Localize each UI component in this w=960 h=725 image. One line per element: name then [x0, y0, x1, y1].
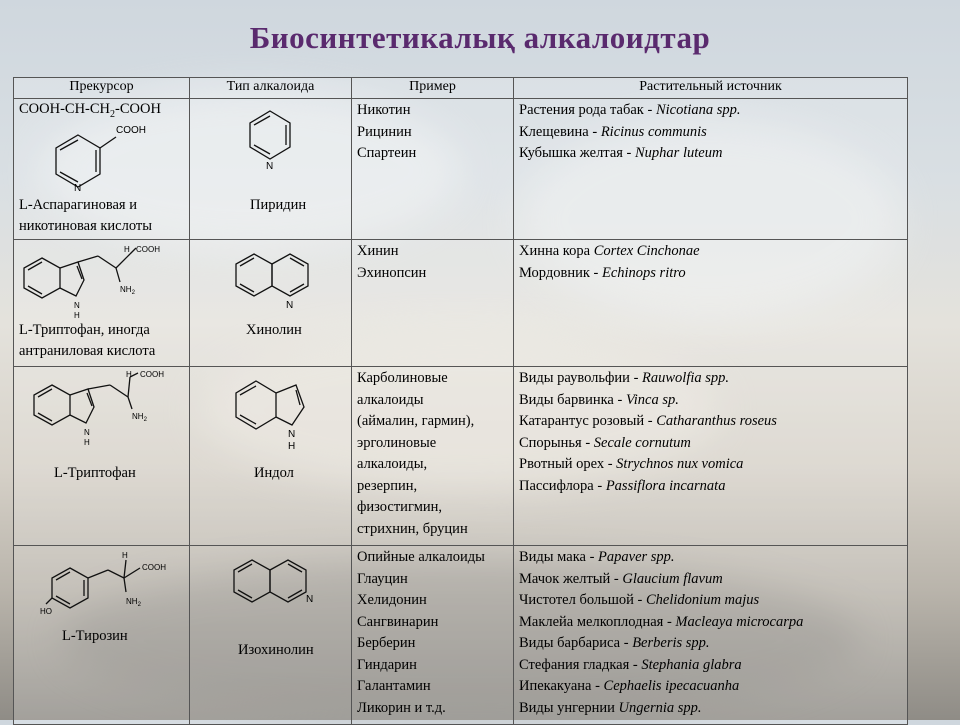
alkaloid-type-name: Изохинолин — [238, 642, 314, 658]
svg-text:HO: HO — [40, 607, 52, 616]
svg-text:NH2: $NH_2$ — [126, 597, 141, 608]
svg-text:H: H — [74, 311, 80, 320]
indole-structure — [232, 375, 322, 461]
nicotinic-acid-structure — [50, 121, 170, 193]
tyrosine-structure — [40, 550, 186, 624]
table-row — [14, 546, 908, 725]
svg-text:NH2: $NH_2$ — [132, 412, 147, 423]
tryptophan-structure — [20, 242, 180, 320]
table-row — [14, 240, 908, 367]
isoquinoline-structure — [230, 554, 320, 620]
precursor-name: L-Триптофан, иногда антраниловая кислота — [19, 322, 156, 359]
pyridine-structure — [244, 107, 304, 179]
svg-text:N: N — [288, 429, 296, 440]
precursor-formula: COOH-$CH-CH_2$-COOH — [19, 101, 161, 120]
table-header-row — [14, 78, 908, 99]
svg-text:N: N — [74, 183, 82, 193]
quinoline-structure — [234, 250, 324, 316]
svg-text:N: N — [74, 301, 80, 310]
precursor-cell — [14, 240, 190, 367]
svg-text:H: H — [124, 245, 130, 254]
precursor-name: L-Триптофан — [54, 465, 136, 481]
alkaloid-type-cell — [190, 367, 352, 546]
svg-text:NH2: $NH_2$ — [120, 285, 135, 296]
svg-text:H: H — [84, 438, 90, 447]
precursor-cell — [14, 367, 190, 546]
header-example: Пример — [352, 78, 514, 99]
alkaloid-type-cell — [190, 546, 352, 725]
table-row — [14, 99, 908, 240]
precursor-cell — [14, 99, 190, 240]
alkaloid-type-cell — [190, 99, 352, 240]
svg-text:H: H — [122, 551, 128, 560]
sources-cell: Растения рода табак - Nicotiana spp. Клещевина - Ricinus communis Кубышка желтая - Nuphar luteum — [514, 99, 908, 240]
svg-text:H: H — [126, 370, 132, 379]
svg-text:N: N — [306, 594, 314, 605]
svg-text:N: N — [84, 428, 90, 437]
tryptophan-structure — [30, 369, 186, 449]
sources-cell: Виды мака - Papaver spp. Мачок желтый - Glaucium flavum Чистотел большой - Chelidonium majus Маклейа мелкоплодная - Macleaya microcarpa Виды барбариса - Berberis spp. Стефания гладкая - Stephania glabra Ипекакуана - Cephaelis ipecacuanha Виды унгернии Ungernia spp. — [514, 546, 908, 725]
precursor-cell — [14, 546, 190, 725]
svg-text:COOH: COOH — [136, 245, 160, 254]
table-row — [14, 367, 908, 546]
page-title: Биосинтетикалық алкалоидтар — [249, 20, 711, 55]
header-plant-source: Растительный источник — [514, 78, 908, 99]
svg-text:COOH: COOH — [116, 125, 146, 136]
header-alkaloid-type: Тип алкалоида — [190, 78, 352, 99]
svg-text:N: N — [286, 300, 294, 311]
examples-cell: Хинин Эхинопсин — [352, 240, 514, 367]
precursor-name: L-Аспарагиновая и никотиновая кислоты — [19, 197, 152, 234]
svg-text:COOH: COOH — [142, 563, 166, 572]
alkaloid-type-name: Индол — [254, 465, 294, 481]
alkaloid-type-name: Пиридин — [250, 197, 307, 213]
alkaloid-table — [13, 77, 908, 725]
header-precursor: Прекурсор — [14, 78, 190, 99]
precursor-name: L-Тирозин — [62, 628, 128, 644]
svg-text:H: H — [288, 441, 296, 452]
svg-text:COOH: COOH — [140, 370, 164, 379]
sources-cell: Виды раувольфии - Rauwolfia spp. Виды барвинка - Vinca sp. Катарантус розовый - Catharanthus roseus Спорынья - Secale cornutum Рвотный орех - Strychnos nux vomica Пассифлора - Passiflora incarnata — [514, 367, 908, 546]
examples-cell: Никотин Рицинин Спартеин — [352, 99, 514, 240]
alkaloid-type-name: Хинолин — [246, 322, 302, 338]
examples-cell: Опийные алкалоиды Глауцин Хелидонин Сангвинарин Берберин Гиндарин Галантамин Ликорин и т.д. — [352, 546, 514, 725]
svg-text:N: N — [266, 161, 274, 172]
sources-cell: Хинна кора Cortex Cinchonae Мордовник - Echinops ritro — [514, 240, 908, 367]
alkaloid-type-cell — [190, 240, 352, 367]
examples-cell: Карболиновые алкалоиды (аймалин, гармин), эрголиновые алкалоиды, резерпин, физостигмин, стрихнин, бруцин — [352, 367, 514, 546]
